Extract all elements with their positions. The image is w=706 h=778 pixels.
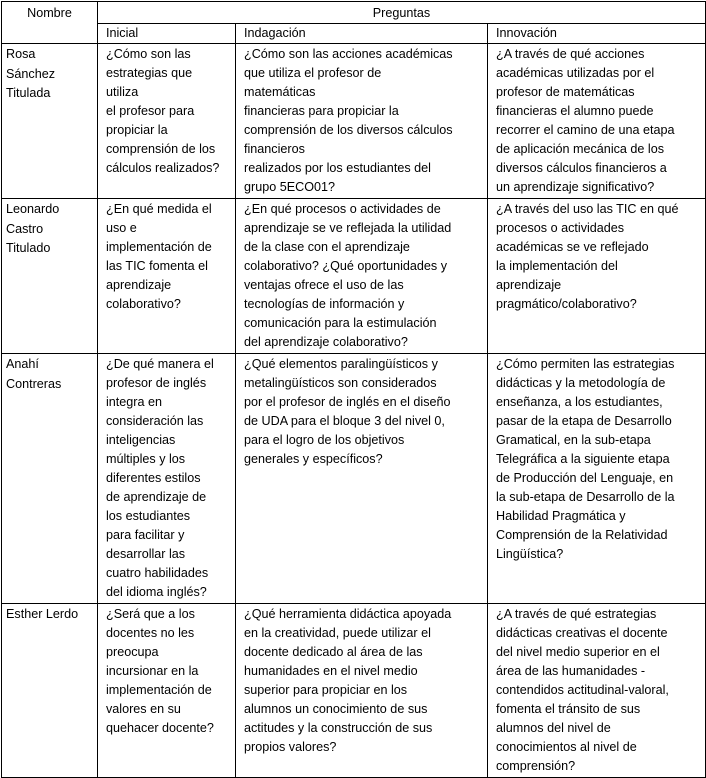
row-name: Esther Lerdo: [2, 604, 98, 778]
table-row: [2, 44, 706, 199]
header-innovacion: Innovación: [488, 24, 706, 44]
cell-innovacion: ¿A través de qué acciones académicas utilizadas por el profesor de matemáticas financieras el alumno puede recorrer el camino de una etapa de aplicación mecánica de los diversos cálculos financieros a un aprendizaje significativo?: [488, 44, 706, 199]
cell-indagacion: ¿Qué herramienta didáctica apoyada en la creatividad, puede utilizar el docente dedicado al área de las humanidades en el nivel medio superior para propiciar en los alumnos un conocimiento de sus actitudes y la construcción de sus propios valores?: [236, 604, 488, 778]
cell-inicial: ¿De qué manera el profesor de inglés integra en consideración las inteligencias múltiples y los diferentes estilos de aprendizaje de los estudiantes para facilitar y desarrollar las cuatro habilidades del idioma inglés?: [98, 354, 236, 604]
header-inicial: Inicial: [98, 24, 236, 44]
cell-indagacion: ¿Cómo son las acciones académicas que utiliza el profesor de matemáticas financieras para propiciar la comprensión de los diversos cálculos financieros realizados por los estudiantes del grupo 5ECO01?: [236, 44, 488, 199]
cell-innovacion: ¿A través del uso las TIC en qué procesos o actividades académicas se ve reflejado la implementación del aprendizaje pragmático/colaborativo?: [488, 199, 706, 354]
cell-innovacion: ¿Cómo permiten las estrategias didácticas y la metodología de enseñanza, a los estudiantes, pasar de la etapa de Desarrollo Gramatical, en la sub-etapa Telegráfica a la siguiente etapa de Producción del Lenguaje, en la sub-etapa de Desarrollo de la Habilidad Pragmática y Comprensión de la Relatividad Lingüística?: [488, 354, 706, 604]
header-indagacion: Indagación: [236, 24, 488, 44]
row-name: Anahí Contreras: [2, 354, 98, 604]
cell-inicial: ¿Será que a los docentes no les preocupa incursionar en la implementación de valores en su quehacer docente?: [98, 604, 236, 778]
cell-inicial: ¿En qué medida el uso e implementación de las TIC fomenta el aprendizaje colaborativo?: [98, 199, 236, 354]
row-name: Leonardo Castro Titulado: [2, 199, 98, 354]
table-row: [2, 604, 706, 778]
cell-indagacion: ¿Qué elementos paralingüísticos y metalingüísticos son considerados por el profesor de inglés en el diseño de UDA para el bloque 3 del nivel 0, para el logro de los objetivos generales y específicos?: [236, 354, 488, 604]
cell-innovacion: ¿A través de qué estrategias didácticas creativas el docente del nivel medio superior en el área de las humanidades - contendidos actitudinal-valoral, fomenta el tránsito de sus alumnos del nivel de conocimientos al nivel de comprensión?: [488, 604, 706, 778]
cell-indagacion: ¿En qué procesos o actividades de aprendizaje se ve reflejada la utilidad de la clase con el aprendizaje colaborativo? ¿Qué oportunidades y ventajas ofrece el uso de las tecnologías de información y comunicación para la estimulación del aprendizaje colaborativo?: [236, 199, 488, 354]
table-row: [2, 199, 706, 354]
questions-table: [1, 1, 706, 778]
cell-inicial: ¿Cómo son las estrategias que utiliza el profesor para propiciar la comprensión de los cálculos realizados?: [98, 44, 236, 199]
header-nombre: Nombre: [2, 2, 98, 44]
row-name: Rosa Sánchez Titulada: [2, 44, 98, 199]
table-row: [2, 354, 706, 604]
header-preguntas: Preguntas: [98, 2, 706, 24]
